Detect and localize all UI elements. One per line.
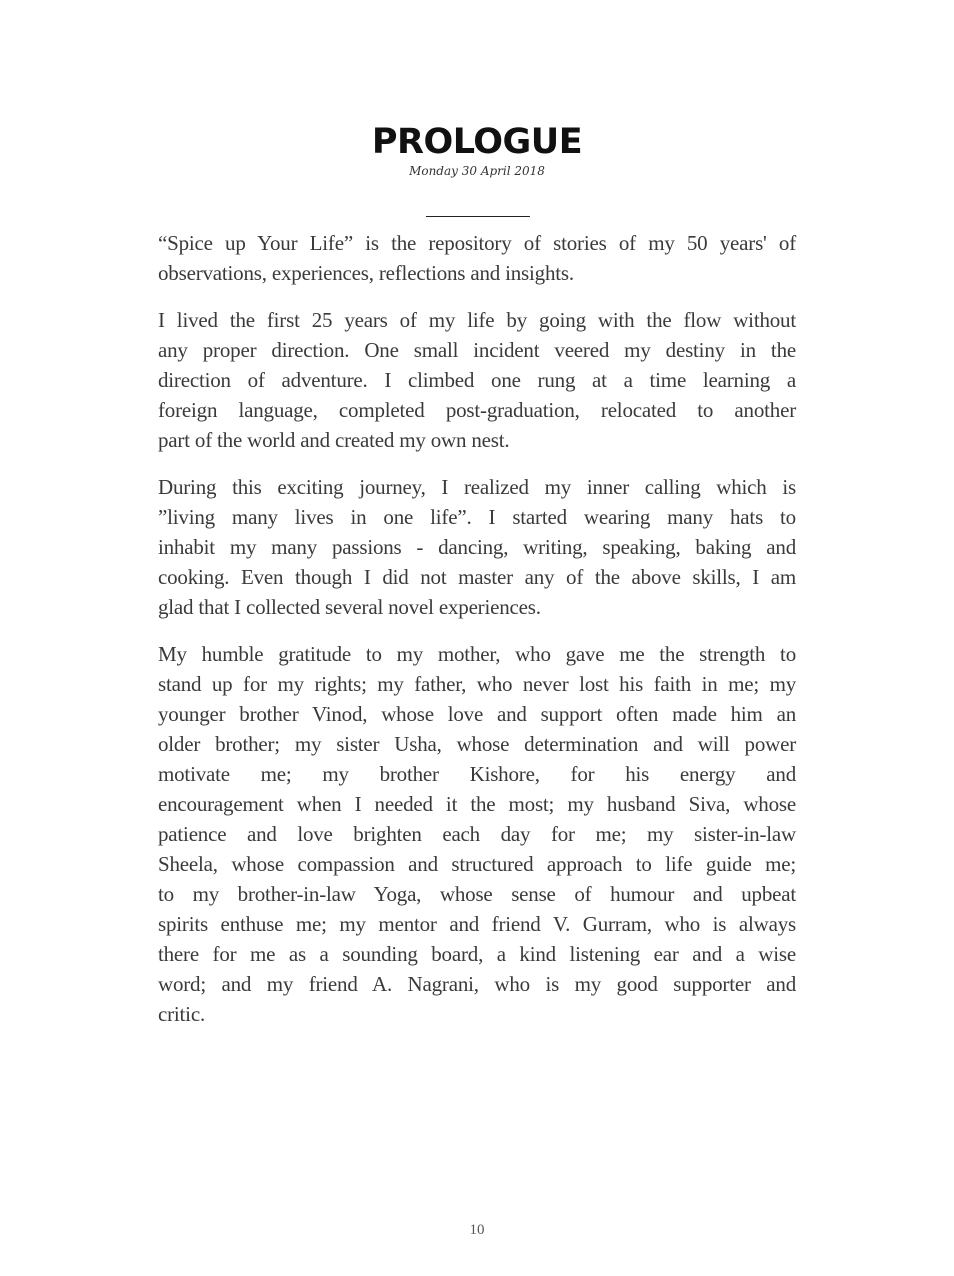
paragraph-4 bbox=[158, 639, 796, 1029]
text-line: spirits enthuse me; my mentor and friend V. Gurram, who is always bbox=[158, 912, 796, 936]
paragraph-1 bbox=[158, 228, 796, 288]
text-line: During this exciting journey, I realized my inner calling which is bbox=[158, 475, 796, 499]
title-divider bbox=[426, 216, 530, 217]
page-number: 10 bbox=[469, 1222, 485, 1238]
text-line: younger brother Vinod, whose love and support often made him an bbox=[158, 702, 796, 726]
text-line: cooking. Even though I did not master any of the above skills, I am bbox=[158, 565, 796, 589]
paragraph-2 bbox=[158, 305, 796, 455]
text-line: encouragement when I needed it the most; my husband Siva, whose bbox=[158, 792, 796, 816]
prologue-body bbox=[158, 228, 796, 1046]
page-date: Monday 30 April 2018 bbox=[409, 164, 545, 178]
text-line: “Spice up Your Life” is the repository of stories of my 50 years' of bbox=[158, 231, 796, 255]
text-line: patience and love brighten each day for me; my sister-in-law bbox=[158, 822, 796, 846]
text-line: there for me as a sounding board, a kind listening ear and a wise bbox=[158, 942, 796, 966]
text-line: foreign language, completed post-graduation, relocated to another bbox=[158, 398, 796, 422]
text-line: critic. bbox=[158, 1002, 205, 1026]
text-line: direction of adventure. I climbed one rung at a time learning a bbox=[158, 368, 796, 392]
text-line: to my brother-in-law Yoga, whose sense of humour and upbeat bbox=[158, 882, 796, 906]
text-line: Sheela, whose compassion and structured approach to life guide me; bbox=[158, 852, 796, 876]
text-line: inhabit my many passions - dancing, writing, speaking, baking and bbox=[158, 535, 796, 559]
text-line: glad that I collected several novel experiences. bbox=[158, 595, 541, 619]
text-line: any proper direction. One small incident veered my destiny in the bbox=[158, 338, 796, 362]
text-line: I lived the first 25 years of my life by going with the flow without bbox=[158, 308, 796, 332]
text-line: observations, experiences, reflections and insights. bbox=[158, 261, 574, 285]
text-line: part of the world and created my own nest. bbox=[158, 428, 510, 452]
text-line: older brother; my sister Usha, whose determination and will power bbox=[158, 732, 796, 756]
text-line: stand up for my rights; my father, who never lost his faith in me; my bbox=[158, 672, 796, 696]
text-line: word; and my friend A. Nagrani, who is my good supporter and bbox=[158, 972, 796, 996]
text-line: motivate me; my brother Kishore, for his energy and bbox=[158, 762, 796, 786]
text-line: ”living many lives in one life”. I started wearing many hats to bbox=[158, 505, 796, 529]
page-title: PROLOGUE bbox=[371, 122, 583, 162]
paragraph-3 bbox=[158, 472, 796, 622]
text-line: My humble gratitude to my mother, who gave me the strength to bbox=[158, 642, 796, 666]
